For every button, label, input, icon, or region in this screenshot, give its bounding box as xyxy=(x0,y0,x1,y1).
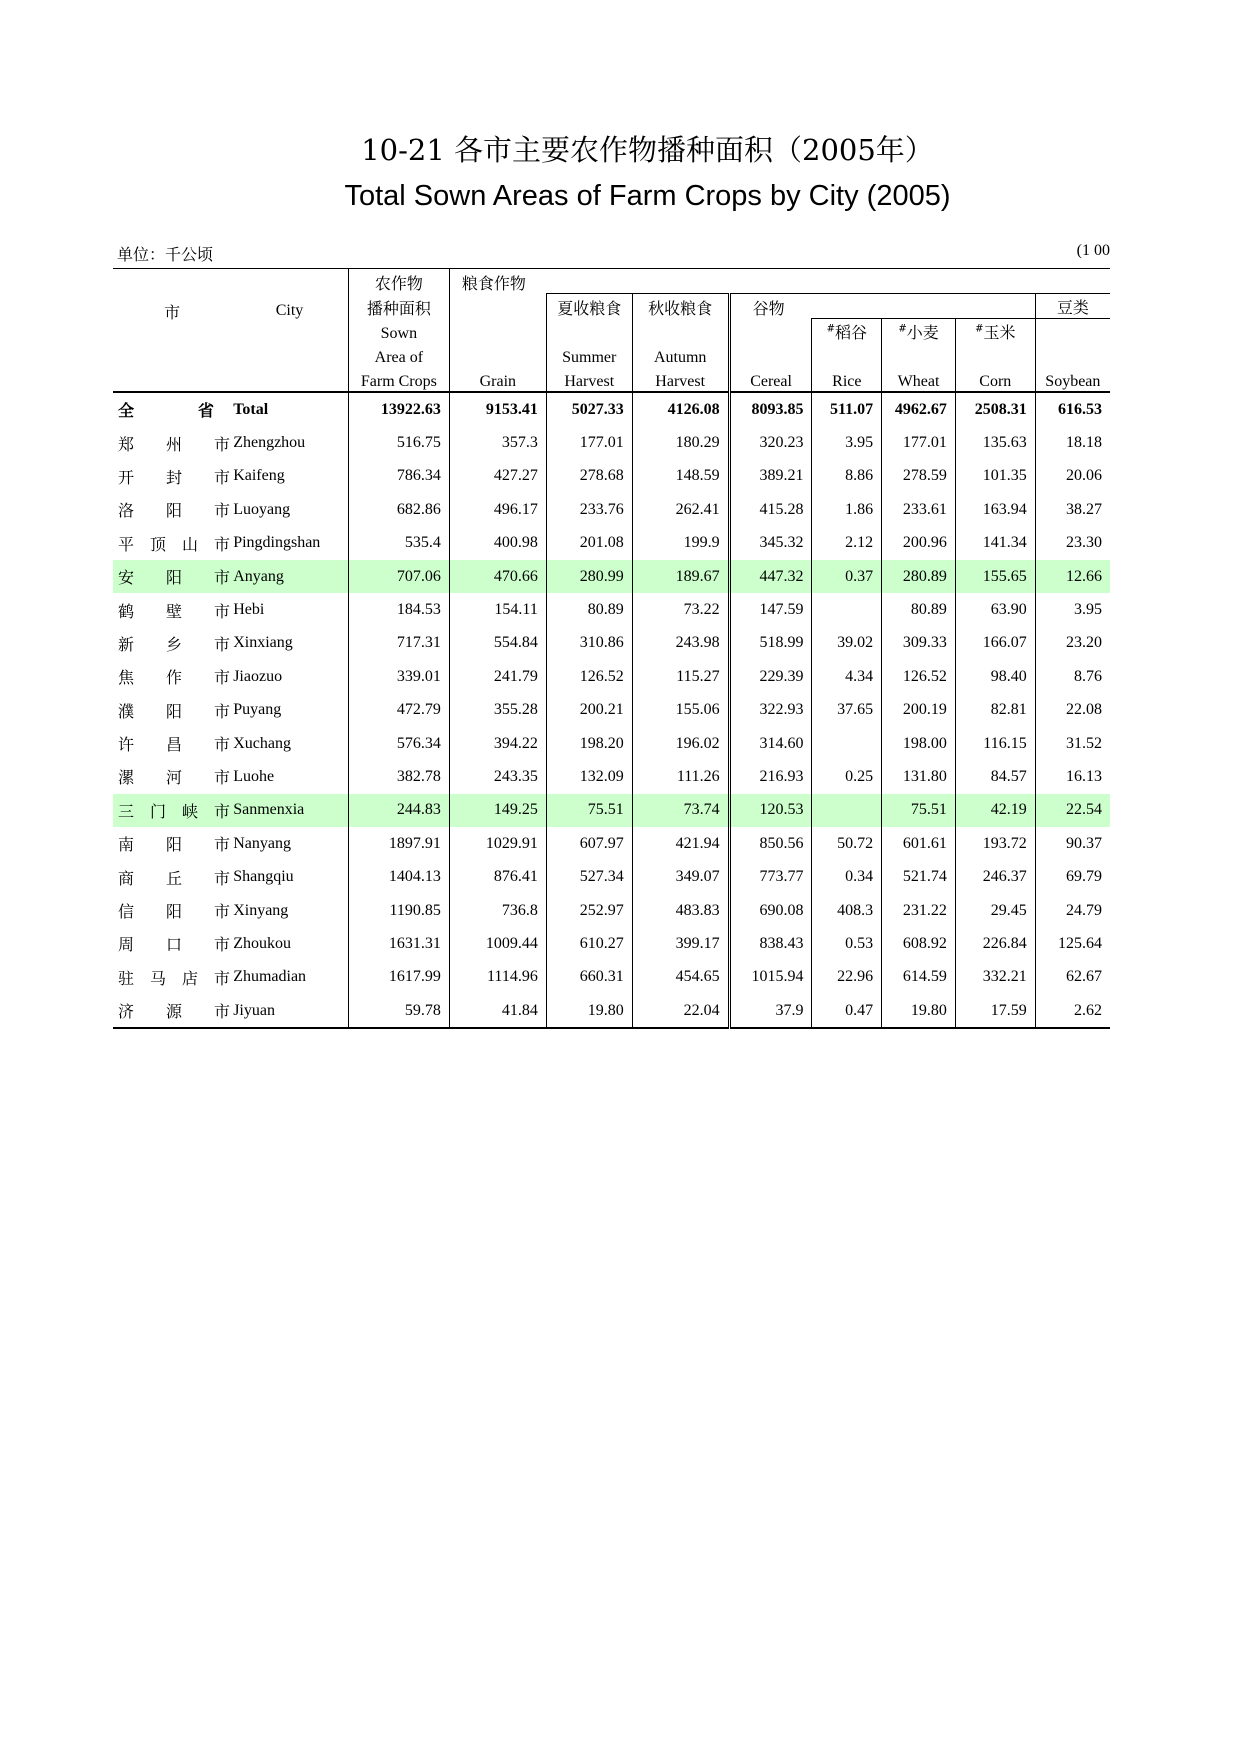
cell-wheat: 75.51 xyxy=(882,794,956,827)
header-summer-en2: Harvest xyxy=(546,367,632,392)
table-row xyxy=(113,694,1110,727)
table-row xyxy=(113,760,1110,793)
city-name-cn: 鹤 壁 市 xyxy=(118,601,231,621)
table-row xyxy=(113,894,1110,927)
cell-cereal: 8093.85 xyxy=(729,392,812,426)
header-rice-cn: 稻谷 xyxy=(835,323,868,342)
table-row xyxy=(113,961,1110,994)
cell-wheat: 521.74 xyxy=(882,860,956,893)
cell-cereal: 773.77 xyxy=(729,860,812,893)
cell-sown: 682.86 xyxy=(348,493,449,526)
cell-autumn: 73.74 xyxy=(632,794,729,827)
cell-cereal: 447.32 xyxy=(729,560,812,593)
table-row xyxy=(113,460,1110,493)
cell-grain: 1029.91 xyxy=(449,827,546,860)
cell-cereal: 850.56 xyxy=(729,827,812,860)
cell-rice: 39.02 xyxy=(812,627,882,660)
cell-corn: 135.63 xyxy=(955,426,1035,459)
cell-cereal: 216.93 xyxy=(729,760,812,793)
header-city-cn: 市 xyxy=(113,269,231,344)
cell-corn: 116.15 xyxy=(955,727,1035,760)
table-row xyxy=(113,560,1110,593)
cell-soybean: 69.79 xyxy=(1035,860,1110,893)
cell-rice: 4.34 xyxy=(812,660,882,693)
header-city-en: City xyxy=(231,269,348,344)
city-name-cn: 开 封 市 xyxy=(118,467,231,487)
cell-soybean: 18.18 xyxy=(1035,426,1110,459)
cell-grain: 9153.41 xyxy=(449,392,546,426)
cell-rice: 8.86 xyxy=(812,460,882,493)
cell-soybean: 16.13 xyxy=(1035,760,1110,793)
cell-autumn: 148.59 xyxy=(632,460,729,493)
cell-wheat: 614.59 xyxy=(882,961,956,994)
table-row xyxy=(113,860,1110,893)
cell-rice xyxy=(812,794,882,827)
page-title-en: Total Sown Areas of Farm Crops by City (2005) xyxy=(344,180,951,212)
cell-summer: 280.99 xyxy=(546,560,632,593)
cell-rice: 0.25 xyxy=(812,760,882,793)
cell-sown: 707.06 xyxy=(348,560,449,593)
header-corn-en: Corn xyxy=(955,367,1035,392)
cell-grain: 496.17 xyxy=(449,493,546,526)
city-name-en: Sanmenxia xyxy=(231,794,348,827)
cell-sown: 244.83 xyxy=(348,794,449,827)
city-name-en: Zhoukou xyxy=(233,934,291,952)
table-row xyxy=(113,593,1110,626)
header-corn-cn: 玉米 xyxy=(983,323,1016,342)
cell-cereal: 518.99 xyxy=(729,627,812,660)
cell-cereal: 690.08 xyxy=(729,894,812,927)
cell-cereal: 120.53 xyxy=(729,794,812,827)
cell-grain: 470.66 xyxy=(449,560,546,593)
city-name-en: Nanyang xyxy=(233,834,291,852)
cell-corn: 155.65 xyxy=(955,560,1035,593)
page-title-cn: 10-21 各市主要农作物播种面积（2005年） xyxy=(361,133,934,167)
cell-rice: 0.37 xyxy=(812,560,882,593)
cell-sown: 1617.99 xyxy=(348,961,449,994)
header-autumn-en1: Autumn xyxy=(632,343,729,367)
cell-rice: 408.3 xyxy=(812,894,882,927)
header-sown-en3: Farm Crops xyxy=(348,367,449,392)
table-row xyxy=(113,827,1110,860)
cell-soybean: 62.67 xyxy=(1035,961,1110,994)
cell-summer: 201.08 xyxy=(546,527,632,560)
cell-rice: 0.47 xyxy=(812,994,882,1028)
table-body xyxy=(113,392,1110,1028)
city-name-cn: 信 阳 市 xyxy=(118,902,231,922)
city-name-cn: 漯 河 市 xyxy=(118,768,231,788)
crop-area-table xyxy=(113,268,1110,1029)
cell-summer: 5027.33 xyxy=(546,392,632,426)
city-name-cn: 许 昌 市 xyxy=(118,735,231,755)
cell-summer: 200.21 xyxy=(546,694,632,727)
cell-summer: 80.89 xyxy=(546,593,632,626)
cell-grain: 357.3 xyxy=(449,426,546,459)
cell-grain: 427.27 xyxy=(449,460,546,493)
cell-rice xyxy=(812,727,882,760)
header-sown-cn2: 播种面积 xyxy=(348,294,449,319)
cell-corn: 2508.31 xyxy=(955,392,1035,426)
cell-soybean: 23.30 xyxy=(1035,527,1110,560)
cell-wheat: 131.80 xyxy=(882,760,956,793)
cell-cereal: 37.9 xyxy=(729,994,812,1028)
cell-autumn: 421.94 xyxy=(632,827,729,860)
city-name-cn: 周 口 市 xyxy=(118,935,231,955)
cell-autumn: 189.67 xyxy=(632,560,729,593)
cell-sown: 59.78 xyxy=(348,994,449,1028)
cell-autumn: 199.9 xyxy=(632,527,729,560)
cell-wheat: 80.89 xyxy=(882,593,956,626)
cell-cereal: 229.39 xyxy=(729,660,812,693)
city-name-cn: 濮 阳 市 xyxy=(118,701,231,721)
header-summer-en1: Summer xyxy=(546,343,632,367)
cell-sown: 576.34 xyxy=(348,727,449,760)
header-summer-cn: 夏收粮食 xyxy=(546,294,632,319)
cell-summer: 132.09 xyxy=(546,760,632,793)
unit-label-en: (1 00 xyxy=(1076,242,1110,259)
header-cereal-cn: 谷物 xyxy=(729,294,812,319)
cell-grain: 876.41 xyxy=(449,860,546,893)
cell-rice: 22.96 xyxy=(812,961,882,994)
cell-autumn: 111.26 xyxy=(632,760,729,793)
city-name-cn: 新 乡 市 xyxy=(118,634,231,654)
cell-rice xyxy=(812,593,882,626)
cell-wheat: 280.89 xyxy=(882,560,956,593)
cell-autumn: 73.22 xyxy=(632,593,729,626)
cell-autumn: 454.65 xyxy=(632,961,729,994)
cell-corn: 42.19 xyxy=(955,794,1035,827)
cell-summer: 233.76 xyxy=(546,493,632,526)
city-name-en: Zhengzhou xyxy=(233,434,306,452)
table-row xyxy=(113,794,1110,827)
city-name-en: Kaifeng xyxy=(233,467,285,485)
cell-sown: 717.31 xyxy=(348,627,449,660)
cell-sown: 1897.91 xyxy=(348,827,449,860)
cell-corn: 332.21 xyxy=(955,961,1035,994)
cell-grain: 241.79 xyxy=(449,660,546,693)
cell-cereal: 345.32 xyxy=(729,527,812,560)
cell-wheat: 309.33 xyxy=(882,627,956,660)
cell-corn: 163.94 xyxy=(955,493,1035,526)
city-name-cn: 济 源 市 xyxy=(118,1002,231,1022)
cell-wheat: 4962.67 xyxy=(882,392,956,426)
header-soy-cn: 豆类 xyxy=(1035,294,1110,319)
cell-corn: 17.59 xyxy=(955,994,1035,1028)
city-name-en: Puyang xyxy=(233,701,282,719)
cell-soybean: 125.64 xyxy=(1035,927,1110,960)
cell-wheat: 231.22 xyxy=(882,894,956,927)
cell-autumn: 349.07 xyxy=(632,860,729,893)
cell-wheat: 126.52 xyxy=(882,660,956,693)
cell-corn: 98.40 xyxy=(955,660,1035,693)
table-row xyxy=(113,493,1110,526)
cell-corn: 166.07 xyxy=(955,627,1035,660)
cell-sown: 472.79 xyxy=(348,694,449,727)
cell-rice: 511.07 xyxy=(812,392,882,426)
cell-rice: 50.72 xyxy=(812,827,882,860)
cell-soybean: 31.52 xyxy=(1035,727,1110,760)
header-wheat-cn: 小麦 xyxy=(906,323,939,342)
cell-wheat: 233.61 xyxy=(882,493,956,526)
cell-grain: 554.84 xyxy=(449,627,546,660)
cell-grain: 355.28 xyxy=(449,694,546,727)
city-name-en: Jiyuan xyxy=(233,1001,275,1019)
cell-sown: 1631.31 xyxy=(348,927,449,960)
cell-soybean: 8.76 xyxy=(1035,660,1110,693)
cell-wheat: 200.96 xyxy=(882,527,956,560)
cell-summer: 177.01 xyxy=(546,426,632,459)
cell-grain: 1009.44 xyxy=(449,927,546,960)
city-name-cn: 南 阳 市 xyxy=(118,835,231,855)
rice-mark: # xyxy=(826,323,836,335)
cell-summer: 198.20 xyxy=(546,727,632,760)
cell-grain: 41.84 xyxy=(449,994,546,1028)
cell-rice: 37.65 xyxy=(812,694,882,727)
cell-grain: 154.11 xyxy=(449,593,546,626)
cell-soybean: 616.53 xyxy=(1035,392,1110,426)
cell-wheat: 19.80 xyxy=(882,994,956,1028)
cell-soybean: 90.37 xyxy=(1035,827,1110,860)
cell-wheat: 177.01 xyxy=(882,426,956,459)
cell-corn: 193.72 xyxy=(955,827,1035,860)
cell-summer: 527.34 xyxy=(546,860,632,893)
table-row xyxy=(113,527,1110,560)
cell-corn: 63.90 xyxy=(955,593,1035,626)
cell-soybean: 38.27 xyxy=(1035,493,1110,526)
cell-sown: 382.78 xyxy=(348,760,449,793)
city-name-en: Xuchang xyxy=(233,734,291,752)
city-name-en: Pingdingshan xyxy=(233,534,321,552)
cell-rice: 3.95 xyxy=(812,426,882,459)
city-name-en: Hebi xyxy=(233,601,265,619)
cell-soybean: 23.20 xyxy=(1035,627,1110,660)
cell-sown: 516.75 xyxy=(348,426,449,459)
cell-autumn: 399.17 xyxy=(632,927,729,960)
cell-grain: 1114.96 xyxy=(449,961,546,994)
cell-grain: 394.22 xyxy=(449,727,546,760)
cell-autumn: 262.41 xyxy=(632,493,729,526)
cell-rice: 2.12 xyxy=(812,527,882,560)
cell-wheat: 278.59 xyxy=(882,460,956,493)
city-name-cn: 驻 马 店 市 xyxy=(118,968,231,988)
cell-cereal: 147.59 xyxy=(729,593,812,626)
table-row xyxy=(113,426,1110,459)
cell-autumn: 22.04 xyxy=(632,994,729,1028)
cell-sown: 184.53 xyxy=(348,593,449,626)
cell-autumn: 155.06 xyxy=(632,694,729,727)
header-autumn-en2: Harvest xyxy=(632,367,729,392)
cell-sown: 535.4 xyxy=(348,527,449,560)
cell-summer: 252.97 xyxy=(546,894,632,927)
cell-corn: 29.45 xyxy=(955,894,1035,927)
wheat-mark: # xyxy=(898,323,907,335)
cell-wheat: 200.19 xyxy=(882,694,956,727)
cell-grain: 243.35 xyxy=(449,760,546,793)
cell-grain: 149.25 xyxy=(449,794,546,827)
city-name-cn: 平 顶 山 市 xyxy=(118,534,231,554)
header-wheat-en: Wheat xyxy=(882,367,956,392)
city-name-cn: 郑 州 市 xyxy=(118,434,231,454)
cell-sown: 13922.63 xyxy=(348,392,449,426)
cell-summer: 660.31 xyxy=(546,961,632,994)
cell-soybean: 22.54 xyxy=(1035,794,1110,827)
table-row xyxy=(113,627,1110,660)
cell-summer: 610.27 xyxy=(546,927,632,960)
cell-summer: 75.51 xyxy=(546,794,632,827)
cell-summer: 19.80 xyxy=(546,994,632,1028)
cell-soybean: 2.62 xyxy=(1035,994,1110,1028)
cell-corn: 246.37 xyxy=(955,860,1035,893)
table-row xyxy=(113,392,1110,426)
cell-cereal: 415.28 xyxy=(729,493,812,526)
city-name-cn: 商 丘 市 xyxy=(118,868,231,888)
header-autumn-cn: 秋收粮食 xyxy=(632,294,729,319)
table-row xyxy=(113,660,1110,693)
cell-sown: 786.34 xyxy=(348,460,449,493)
cell-soybean: 3.95 xyxy=(1035,593,1110,626)
cell-sown: 339.01 xyxy=(348,660,449,693)
header-sown-en1: Sown xyxy=(348,319,449,344)
city-name-cn: 安 阳 市 xyxy=(113,560,231,593)
cell-soybean: 24.79 xyxy=(1035,894,1110,927)
cell-summer: 607.97 xyxy=(546,827,632,860)
cell-grain: 736.8 xyxy=(449,894,546,927)
cell-wheat: 198.00 xyxy=(882,727,956,760)
cell-rice: 1.86 xyxy=(812,493,882,526)
cell-corn: 101.35 xyxy=(955,460,1035,493)
cell-autumn: 196.02 xyxy=(632,727,729,760)
city-name-en: Luohe xyxy=(233,767,275,785)
header-rice-en: Rice xyxy=(812,367,882,392)
cell-summer: 310.86 xyxy=(546,627,632,660)
cell-wheat: 601.61 xyxy=(882,827,956,860)
cell-cereal: 322.93 xyxy=(729,694,812,727)
cell-soybean: 22.08 xyxy=(1035,694,1110,727)
unit-label: 单位：千公顷 xyxy=(117,245,214,264)
table-header xyxy=(113,269,1110,393)
cell-autumn: 4126.08 xyxy=(632,392,729,426)
cell-cereal: 1015.94 xyxy=(729,961,812,994)
cell-cereal: 838.43 xyxy=(729,927,812,960)
cell-sown: 1190.85 xyxy=(348,894,449,927)
city-name-en: Jiaozuo xyxy=(233,667,283,685)
cell-cereal: 320.23 xyxy=(729,426,812,459)
header-soy-en: Soybean xyxy=(1035,367,1110,392)
cell-soybean: 12.66 xyxy=(1035,560,1110,593)
cell-sown: 1404.13 xyxy=(348,860,449,893)
table-row xyxy=(113,994,1110,1028)
cell-autumn: 483.83 xyxy=(632,894,729,927)
corn-mark: # xyxy=(975,323,984,335)
city-name-cn: 洛 阳 市 xyxy=(118,501,231,521)
cell-cereal: 314.60 xyxy=(729,727,812,760)
cell-autumn: 243.98 xyxy=(632,627,729,660)
city-name-en: Xinxiang xyxy=(233,634,293,652)
cell-autumn: 115.27 xyxy=(632,660,729,693)
cell-cereal: 389.21 xyxy=(729,460,812,493)
table-row xyxy=(113,727,1110,760)
city-name-en: Zhumadian xyxy=(233,968,307,986)
city-name-en: Anyang xyxy=(231,560,348,593)
cell-wheat: 608.92 xyxy=(882,927,956,960)
table-row xyxy=(113,927,1110,960)
cell-corn: 82.81 xyxy=(955,694,1035,727)
cell-grain: 400.98 xyxy=(449,527,546,560)
cell-autumn: 180.29 xyxy=(632,426,729,459)
cell-summer: 278.68 xyxy=(546,460,632,493)
cell-corn: 141.34 xyxy=(955,527,1035,560)
cell-corn: 226.84 xyxy=(955,927,1035,960)
header-sown-en2: Area of xyxy=(374,349,424,366)
header-sown-cn1: 农作物 xyxy=(348,269,449,294)
header-grain-cn: 粮食作物 xyxy=(449,269,546,294)
header-grain-en: Grain xyxy=(449,367,546,392)
city-name-en: Xinyang xyxy=(233,901,289,919)
cell-rice: 0.34 xyxy=(812,860,882,893)
city-name-cn: 焦 作 市 xyxy=(118,668,231,688)
city-name-en: Shangqiu xyxy=(233,868,294,886)
city-name-en: Luoyang xyxy=(233,500,291,518)
city-name-en: Total xyxy=(233,400,269,418)
cell-rice: 0.53 xyxy=(812,927,882,960)
cell-summer: 126.52 xyxy=(546,660,632,693)
cell-soybean: 20.06 xyxy=(1035,460,1110,493)
header-cereal-en: Cereal xyxy=(729,367,812,392)
city-name-cn: 全 省 xyxy=(118,401,215,421)
cell-corn: 84.57 xyxy=(955,760,1035,793)
city-name-cn: 三 门 峡 市 xyxy=(113,794,231,827)
